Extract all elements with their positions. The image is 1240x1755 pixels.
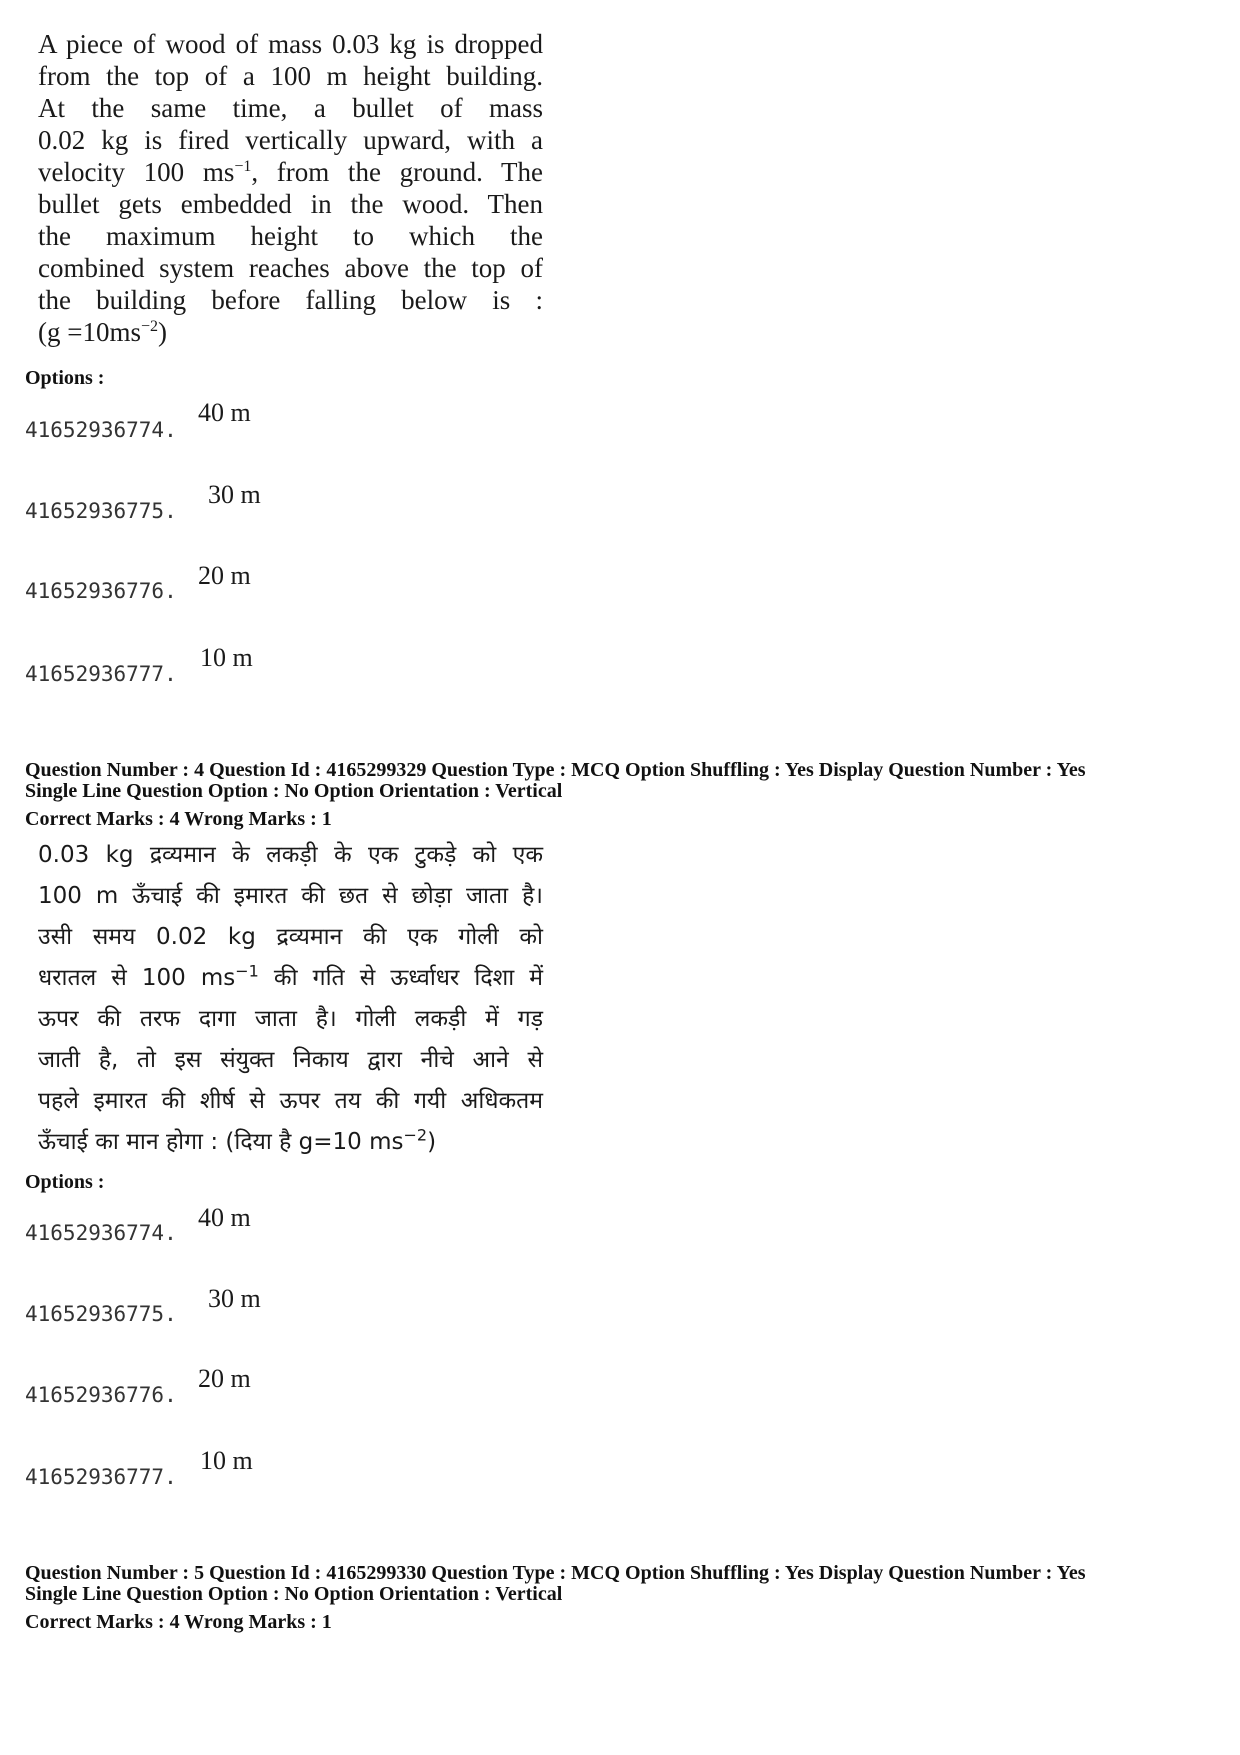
- option-value[interactable]: 40 m: [198, 398, 251, 427]
- superscript: −2: [140, 318, 159, 335]
- option-value[interactable]: 30 m: [208, 480, 261, 509]
- stem-line: उसी समय 0.02 kg द्रव्यमान की एक गोली को: [38, 924, 543, 950]
- superscript: −1: [234, 158, 252, 175]
- stem-line: 100 m ऊँचाई की इमारत की छत से छोड़ा जाता है।: [38, 883, 543, 909]
- stem-line: जाती है, तो इस संयुक्त निकाय द्वारा नीचे आने से: [38, 1047, 543, 1073]
- stem-line: bullet gets embedded in the wood. Then: [38, 189, 543, 219]
- stem-text: (g =10ms: [38, 317, 141, 347]
- option-value[interactable]: 10 m: [200, 643, 253, 672]
- option-id: 41652936774.: [25, 418, 177, 442]
- option-value[interactable]: 30 m: [208, 1284, 261, 1313]
- question-5-marks: Correct Marks : 4 Wrong Marks : 1: [25, 1611, 332, 1633]
- stem-text: ऊँचाई का मान होगा : (दिया है g=10 ms: [38, 1129, 404, 1155]
- stem-text: ): [427, 1129, 437, 1155]
- stem-line: the maximum height to which the: [38, 221, 543, 251]
- superscript: −2: [403, 1125, 428, 1145]
- option-id: 41652936775.: [25, 499, 177, 523]
- stem-text: की गति से ऊर्ध्वाधर दिशा में: [258, 965, 543, 991]
- options-label: Options :: [25, 367, 105, 389]
- question-4-marks: Correct Marks : 4 Wrong Marks : 1: [25, 808, 332, 830]
- option-value[interactable]: 20 m: [198, 561, 251, 590]
- question-5-header-line-2: Single Line Question Option : No Option Orientation : Vertical: [25, 1583, 563, 1605]
- option-id: 41652936775.: [25, 1302, 177, 1326]
- question-4-header-line-1: Question Number : 4 Question Id : 4165299329 Question Type : MCQ Option Shuffling : Yes Display Question Number : Yes: [25, 759, 1086, 781]
- option-id: 41652936777.: [25, 1465, 177, 1489]
- question-4-stem: [38, 835, 543, 1163]
- options-label: Options :: [25, 1171, 105, 1193]
- question-4-header-line-2: Single Line Question Option : No Option Orientation : Vertical: [25, 780, 563, 802]
- stem-text: , from the ground. The: [251, 157, 543, 187]
- stem-line: A piece of wood of mass 0.03 kg is dropped: [38, 29, 543, 59]
- stem-line: पहले इमारत की शीर्ष से ऊपर तय की गयी अधिकतम: [38, 1088, 543, 1114]
- superscript: −1: [235, 961, 259, 981]
- stem-text: velocity 100 ms: [38, 157, 235, 187]
- stem-line: 0.02 kg is fired vertically upward, with a: [38, 125, 543, 155]
- stem-line: the building before falling below is :: [38, 285, 543, 315]
- stem-text: धरातल से 100 ms: [38, 965, 236, 991]
- stem-line: At the same time, a bullet of mass: [38, 93, 543, 123]
- option-id: 41652936776.: [25, 1383, 177, 1407]
- stem-line: from the top of a 100 m height building.: [38, 61, 543, 91]
- question-3-stem: [38, 28, 543, 348]
- stem-line: [38, 958, 543, 999]
- stem-line: [38, 1122, 543, 1163]
- stem-text: ): [158, 317, 168, 347]
- question-5-header-line-1: Question Number : 5 Question Id : 4165299330 Question Type : MCQ Option Shuffling : Yes Display Question Number : Yes: [25, 1562, 1086, 1584]
- stem-line: ऊपर की तरफ दागा जाता है। गोली लकड़ी में गड़: [38, 1006, 543, 1032]
- option-value[interactable]: 10 m: [200, 1446, 253, 1475]
- stem-line: 0.03 kg द्रव्यमान के लकड़ी के एक टुकड़े को एक: [38, 842, 543, 868]
- stem-line: combined system reaches above the top of: [38, 253, 543, 283]
- option-id: 41652936774.: [25, 1221, 177, 1245]
- option-id: 41652936776.: [25, 579, 177, 603]
- option-value[interactable]: 40 m: [198, 1203, 251, 1232]
- stem-line: [38, 316, 543, 348]
- option-id: 41652936777.: [25, 662, 177, 686]
- option-value[interactable]: 20 m: [198, 1364, 251, 1393]
- stem-line: [38, 156, 543, 188]
